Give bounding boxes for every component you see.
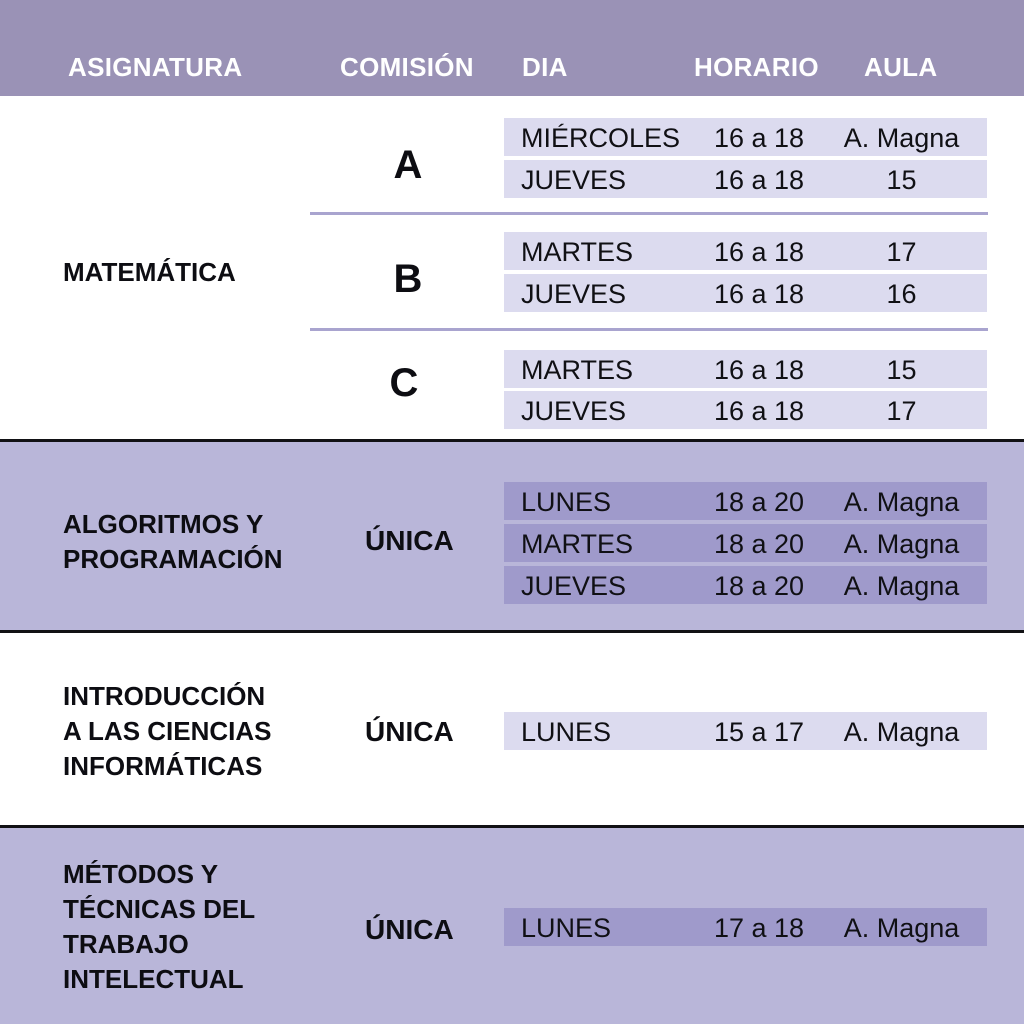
subject-name-line: TRABAJO: [63, 929, 189, 959]
subject-name: [63, 255, 236, 290]
schedule-day: LUNES: [521, 487, 612, 517]
schedule-time: 15 a 17: [713, 717, 805, 747]
commission-label: ÚNICA: [365, 914, 454, 945]
schedule-day: MARTES: [521, 355, 634, 385]
commission-label: ÚNICA: [365, 716, 454, 747]
header-aula: AULA: [864, 52, 938, 82]
schedule-row: [504, 350, 987, 388]
schedule-time: 16 a 18: [713, 396, 805, 426]
schedule-row: [504, 482, 987, 520]
schedule-time: 16 a 18: [713, 123, 805, 153]
subject-name-line: INTELECTUAL: [63, 964, 244, 994]
subject-name-line: A LAS CIENCIAS: [63, 716, 272, 746]
schedule-day: JUEVES: [521, 396, 627, 426]
schedule-time: 18 a 20: [713, 529, 805, 559]
schedule-day: JUEVES: [521, 279, 627, 309]
table-header: [0, 0, 1024, 96]
header-comision: COMISIÓN: [340, 52, 474, 82]
schedule-row: [504, 524, 987, 562]
subject-name: [63, 507, 283, 577]
commission-label: ÚNICA: [365, 525, 454, 556]
schedule-row: [504, 566, 987, 604]
schedule-time: 18 a 20: [713, 571, 805, 601]
subject-name-line: INFORMÁTICAS: [63, 751, 263, 781]
commission-divider: [310, 212, 988, 215]
schedule-room: A. Magna: [843, 487, 960, 517]
schedule-row: [504, 160, 987, 198]
header-asignatura: ASIGNATURA: [68, 52, 243, 82]
schedule-time: 16 a 18: [713, 279, 805, 309]
schedule-room: A. Magna: [843, 571, 960, 601]
schedule-row: [504, 232, 987, 270]
schedule-day: MIÉRCOLES: [521, 123, 681, 153]
schedule-row: [504, 908, 987, 946]
schedule-time: 17 a 18: [713, 913, 805, 943]
schedule-day: LUNES: [521, 717, 612, 747]
schedule-row: [504, 118, 987, 156]
schedule-day: MARTES: [521, 237, 634, 267]
schedule-room: 16: [886, 279, 917, 309]
subject-name-line: ALGORITMOS Y: [63, 509, 264, 539]
subject-name: [63, 857, 255, 997]
subject-name-line: MATEMÁTICA: [63, 257, 236, 287]
schedule-room: 17: [886, 396, 917, 426]
subject-name-line: PROGRAMACIÓN: [63, 544, 283, 574]
schedule-time: 16 a 18: [713, 355, 805, 385]
schedule-room: 17: [886, 237, 917, 267]
commission-label: B: [393, 257, 423, 301]
schedule-room: A. Magna: [843, 123, 960, 153]
schedule-room: 15: [886, 165, 917, 195]
subject-name: [63, 679, 272, 784]
schedule-room: A. Magna: [843, 717, 960, 747]
schedule-room: A. Magna: [843, 913, 960, 943]
schedule-row: [504, 391, 987, 429]
schedule-time: 16 a 18: [713, 237, 805, 267]
subject-name-line: INTRODUCCIÓN: [63, 681, 266, 711]
header-horario: HORARIO: [694, 52, 819, 82]
schedule-day: JUEVES: [521, 165, 627, 195]
schedule-room: A. Magna: [843, 529, 960, 559]
subject-name-line: MÉTODOS Y: [63, 859, 219, 889]
schedule-time: 18 a 20: [713, 487, 805, 517]
commission-label: C: [389, 361, 419, 405]
schedule-day: JUEVES: [521, 571, 627, 601]
schedule-row: [504, 274, 987, 312]
schedule-day: MARTES: [521, 529, 634, 559]
commission-label: A: [393, 143, 423, 187]
schedule-row: [504, 712, 987, 750]
schedule-day: LUNES: [521, 913, 612, 943]
commission-divider: [310, 328, 988, 331]
header-dia: DIA: [522, 52, 568, 82]
schedule-room: 15: [886, 355, 917, 385]
subject-name-line: TÉCNICAS DEL: [63, 894, 256, 924]
schedule-time: 16 a 18: [713, 165, 805, 195]
